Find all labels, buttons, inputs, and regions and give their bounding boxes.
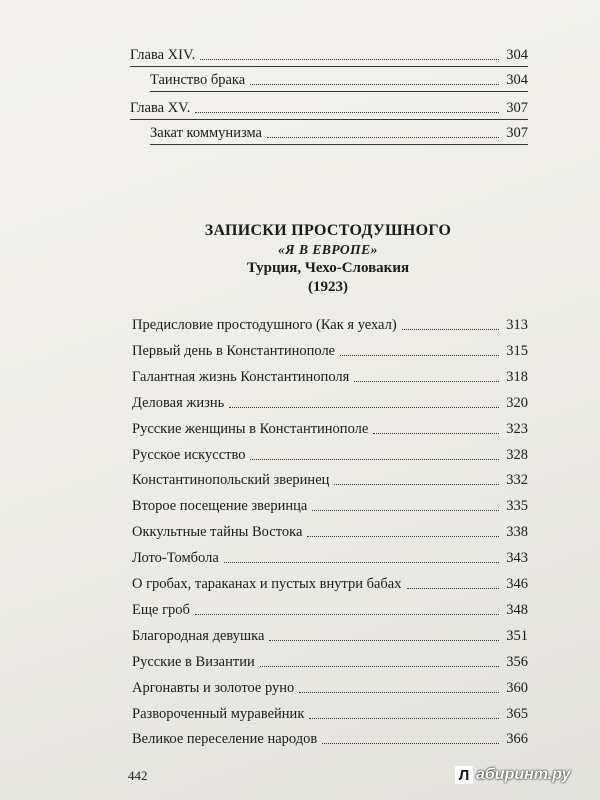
labirint-logo-mark: Л	[455, 766, 473, 784]
toc-entry-page: 335	[506, 498, 528, 514]
toc-entry-title: Второе посещение зверинца	[132, 498, 308, 514]
toc-entry-title: Русское искусство	[132, 447, 246, 463]
toc-row	[132, 519, 528, 541]
toc-row	[150, 120, 528, 142]
toc-entry-title: Глава XV.	[130, 100, 191, 116]
labirint-logo-text: абиринт.ру	[476, 766, 571, 783]
toc-entry-title: Аргонавты и золотое руно	[132, 680, 295, 696]
toc-row	[132, 338, 528, 360]
toc-entry-title: Оккультные тайны Востока	[132, 524, 303, 540]
toc-entry-title: Глава XIV.	[130, 47, 196, 63]
toc-entry-title: Предисловие простодушного (Как я уехал)	[132, 317, 397, 333]
toc-entry-page: 338	[506, 524, 528, 540]
toc-entry-title: Закат коммунизма	[150, 125, 262, 141]
toc-entry-page: 320	[506, 395, 528, 411]
toc-entry-page: 343	[506, 550, 528, 566]
toc-leader-dots	[340, 355, 499, 356]
toc-leader-dots	[269, 640, 499, 641]
toc-entry-title: Галантная жизнь Константинополя	[132, 369, 350, 385]
toc-leader-dots	[267, 137, 499, 138]
toc-row	[132, 493, 528, 515]
toc-row	[132, 545, 528, 567]
toc-row	[150, 67, 528, 89]
toc-leader-dots	[334, 484, 499, 485]
toc-row	[132, 623, 528, 645]
toc-entry-page: 323	[506, 421, 528, 437]
toc-entry-page: 366	[506, 731, 528, 747]
toc-entry-title: Русские женщины в Константинополе	[132, 421, 369, 437]
toc-row	[132, 649, 528, 671]
toc-entry-page: 346	[506, 576, 528, 592]
toc-underline	[150, 144, 528, 145]
toc-entry-page: 348	[506, 602, 528, 618]
section-year: (1923)	[308, 279, 348, 295]
toc-entry-page: 307	[506, 125, 528, 141]
toc-entry-page: 304	[506, 47, 528, 63]
toc-row	[132, 701, 528, 723]
toc-entry-page: 304	[506, 72, 528, 88]
labirint-logo	[455, 766, 571, 784]
toc-row	[132, 390, 528, 412]
toc-entry-title: Еще гроб	[132, 602, 190, 618]
toc-entry-page: 351	[506, 628, 528, 644]
toc-row	[130, 42, 528, 64]
toc-entry-title: Великое переселение народов	[132, 731, 318, 747]
toc-underline	[150, 91, 528, 92]
toc-entry-title: Деловая жизнь	[132, 395, 225, 411]
toc-row	[132, 726, 528, 748]
toc-entry-page: 313	[506, 317, 528, 333]
toc-entry-title: Благородная девушка	[132, 628, 265, 644]
toc-leader-dots	[200, 59, 499, 60]
toc-entry-title: О гробах, тараканах и пустых внутри бабах	[132, 576, 402, 592]
toc-entry-page: 328	[506, 447, 528, 463]
toc-leader-dots	[299, 692, 499, 693]
toc-leader-dots	[322, 743, 499, 744]
toc-entry-page: 318	[506, 369, 528, 385]
toc-leader-dots	[312, 510, 499, 511]
toc-leader-dots	[250, 84, 499, 85]
toc-entry-title: Первый день в Константинополе	[132, 343, 336, 359]
toc-entry-page: 332	[506, 472, 528, 488]
section-places: Турция, Чехо-Словакия	[246, 260, 410, 276]
toc-leader-dots	[407, 588, 500, 589]
page-number: 442	[128, 768, 148, 783]
toc-entry-title: Русские в Византии	[132, 654, 255, 670]
toc-leader-dots	[402, 329, 499, 330]
toc-row	[132, 416, 528, 438]
toc-row	[132, 571, 528, 593]
toc-leader-dots	[224, 562, 499, 563]
toc-entry-title: Таинство брака	[150, 72, 246, 88]
toc-leader-dots	[373, 433, 499, 434]
section-title: ЗАПИСКИ ПРОСТОДУШНОГО	[204, 222, 452, 239]
toc-leader-dots	[307, 536, 499, 537]
toc-entry-page: 356	[506, 654, 528, 670]
toc-row	[132, 597, 528, 619]
toc-row	[132, 467, 528, 489]
toc-leader-dots	[309, 718, 499, 719]
toc-row	[130, 95, 528, 117]
toc-entry-page: 307	[506, 100, 528, 116]
toc-leader-dots	[260, 666, 499, 667]
toc-entry-page: 315	[506, 343, 528, 359]
toc-row	[132, 364, 528, 386]
toc-entry-title: Развороченный муравейник	[132, 706, 305, 722]
toc-entry-title: Константинопольский зверинец	[132, 472, 330, 488]
toc-leader-dots	[354, 381, 499, 382]
toc-row	[132, 442, 528, 464]
toc-leader-dots	[195, 112, 499, 113]
section-subtitle: «Я В ЕВРОПЕ»	[278, 242, 378, 257]
toc-leader-dots	[250, 459, 499, 460]
toc-entry-page: 360	[506, 680, 528, 696]
toc-leader-dots	[229, 407, 499, 408]
toc-row	[132, 675, 528, 697]
toc-leader-dots	[195, 614, 499, 615]
toc-entry-page: 365	[506, 706, 528, 722]
toc-row	[132, 312, 528, 334]
toc-entry-title: Лото-Томбола	[132, 550, 219, 566]
